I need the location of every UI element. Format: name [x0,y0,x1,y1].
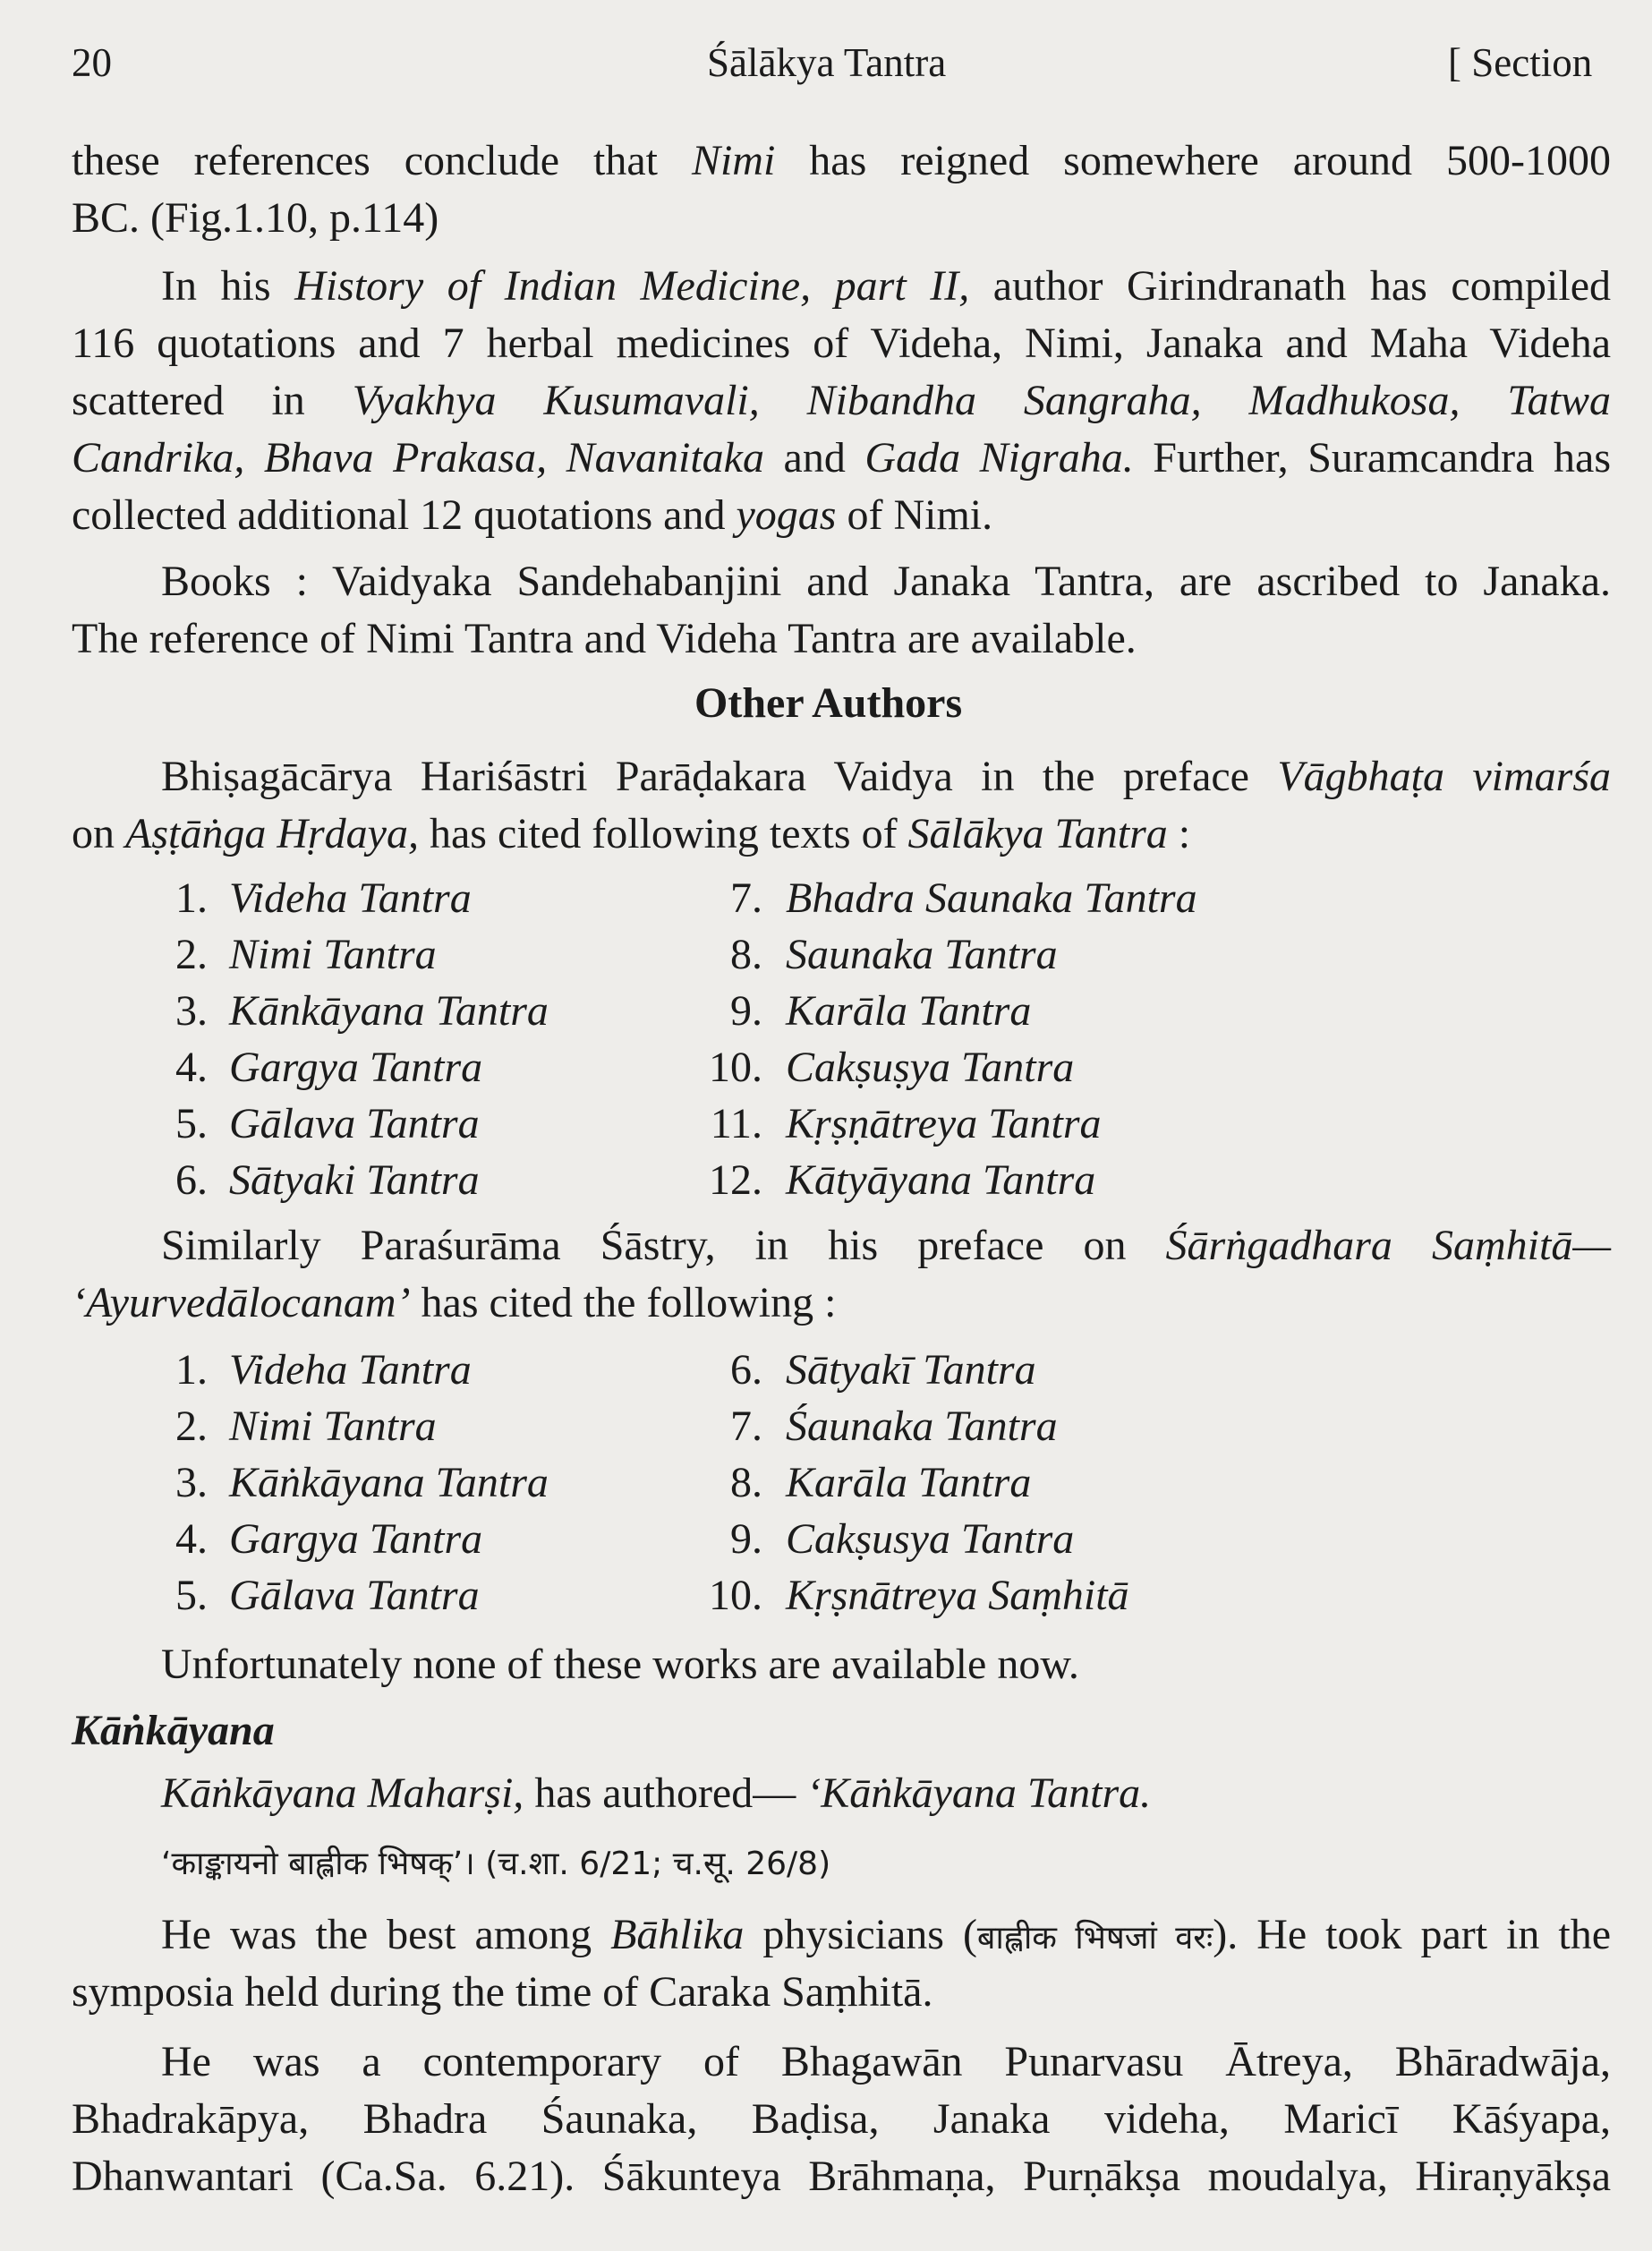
paragraph-line: Kāṅkāyana Maharṣi, has authored— ‘Kāṅkāyana Tantra. [161,1769,1152,1817]
paragraph-line: Bhiṣagācārya Hariśāstri Parāḍakara Vaidya in the preface Vāgbhaṭa vimarśa [161,753,1611,800]
list-item-title: Kṛṣṇātreya Tantra [786,1100,1102,1147]
list-item-number: 2. [175,931,208,978]
list-item-title: Bhadra Saunaka Tantra [786,874,1197,922]
list-item-number: 6. [730,1346,762,1394]
list-item-number: 1. [175,1346,208,1394]
paragraph-line: ‘Ayurvedālocanam’ has cited the following : [72,1279,837,1326]
list-item-title: Nimi Tantra [229,931,437,978]
list-item-number: 2. [175,1403,208,1450]
paragraph-line: Bhadrakāpya, Bhadra Śaunaka, Baḍisa, Janaka videha, Maricī Kāśyapa, [72,2095,1611,2143]
paragraph-line: Books : Vaidyaka Sandehabanjini and Janaka Tantra, are ascribed to Janaka. [161,558,1611,605]
list-item-number: 12. [709,1156,762,1204]
paragraph-line: Candrika, Bhava Prakasa, Navanitaka and Gada Nigraha. Further, Suramcandra has [72,434,1612,482]
list-item-title: Kātyāyana Tantra [786,1156,1096,1204]
paragraph-line: scattered in Vyakhya Kusumavali, Nibandha Sangraha, Madhukosa, Tatwa [72,377,1612,424]
list-item-title: Śaunaka Tantra [786,1403,1058,1450]
paragraph-line: 116 quotations and 7 herbal medicines of Videha, Nimi, Janaka and Maha Videha [72,320,1611,367]
paragraph-line: these references conclude that Nimi has reigned somewhere around 500-1000 [72,137,1611,184]
list-item-number: 7. [730,1403,762,1450]
list-item-title: Nimi Tantra [229,1403,437,1450]
list-item-title: Saunaka Tantra [786,931,1058,978]
list-item-title: Videha Tantra [229,1346,472,1394]
list-item-number: 3. [175,987,208,1035]
list-item-title: Cakṣusya Tantra [786,1515,1075,1563]
section-heading: Other Authors [694,679,963,727]
list-item-number: 9. [730,1515,762,1563]
list-item-number: 3. [175,1459,208,1506]
list-item-number: 8. [730,1459,762,1506]
list-item-number: 4. [175,1044,208,1091]
list-item-title: Gargya Tantra [229,1044,483,1091]
list-item-title: Sātyakī Tantra [786,1346,1036,1394]
running-title: Śālākya Tantra [707,40,947,85]
list-item-title: Kṛṣnātreya Saṃhitā [786,1572,1129,1619]
list-item-number: 1. [175,874,208,922]
list-item-number: 4. [175,1515,208,1563]
list-item-title: Gālava Tantra [229,1100,480,1147]
list-item-number: 9. [730,987,762,1035]
list-item-number: 7. [730,874,762,922]
paragraph-line: Similarly Paraśurāma Śāstry, in his preface on Śārṅgadhara Saṃhitā— [161,1222,1612,1269]
paragraph-line: In his History of Indian Medicine, part II, author Girindranath has compiled [161,262,1612,310]
list-item-title: Gargya Tantra [229,1515,483,1563]
list-item-number: 5. [175,1100,208,1147]
list-item-title: Cakṣuṣya Tantra [786,1044,1075,1091]
list-item-title: Kāṅkāyana Tantra [229,1459,549,1506]
list-item-number: 5. [175,1572,208,1619]
paragraph-line: Dhanwantari (Ca.Sa. 6.21). Śākunteya Brāhmaṇa, Purṇākṣa moudalya, Hiraṇyākṣa [72,2153,1611,2200]
page-number: 20 [72,40,112,85]
paragraph-line: Unfortunately none of these works are available now. [161,1641,1079,1688]
list-item-number: 8. [730,931,762,978]
subsection-heading: Kāṅkāyana [72,1707,275,1754]
list-item-title: Videha Tantra [229,874,472,922]
list-item-number: 10. [709,1044,762,1091]
paragraph-line: He was a contemporary of Bhagawān Punarvasu Ātreya, Bhāradwāja, [161,2038,1611,2085]
list-item-title: Gālava Tantra [229,1572,480,1619]
section-label: [ Section [1448,40,1593,85]
paragraph-line: on Aṣṭāṅga Hṛdaya, has cited following texts of Sālākya Tantra : [72,810,1191,857]
paragraph-line: symposia held during the time of Caraka Saṃhitā. [72,1968,933,2016]
list-item-number: 11. [710,1100,762,1147]
list-item-title: Karāla Tantra [786,1459,1032,1506]
sanskrit-quote: ‘काङ्कायनो बाह्लीक भिषक्’। (च.शा. 6/21; च.सू. 26/8) [161,1846,831,1882]
paragraph-line: collected additional 12 quotations and yogas of Nimi. [72,491,993,539]
list-item-title: Sātyaki Tantra [229,1156,480,1204]
list-item-title: Kānkāyana Tantra [229,987,549,1035]
list-item-number: 6. [175,1156,208,1204]
paragraph-line: He was the best among Bāhlika physicians (बाह्लीक भिषजां वरः). He took part in the [161,1911,1611,1958]
paragraph-line: The reference of Nimi Tantra and Videha Tantra are available. [72,615,1137,662]
list-item-title: Karāla Tantra [786,987,1032,1035]
paragraph-line: BC. (Fig.1.10, p.114) [72,194,439,242]
list-item-number: 10. [709,1572,762,1619]
